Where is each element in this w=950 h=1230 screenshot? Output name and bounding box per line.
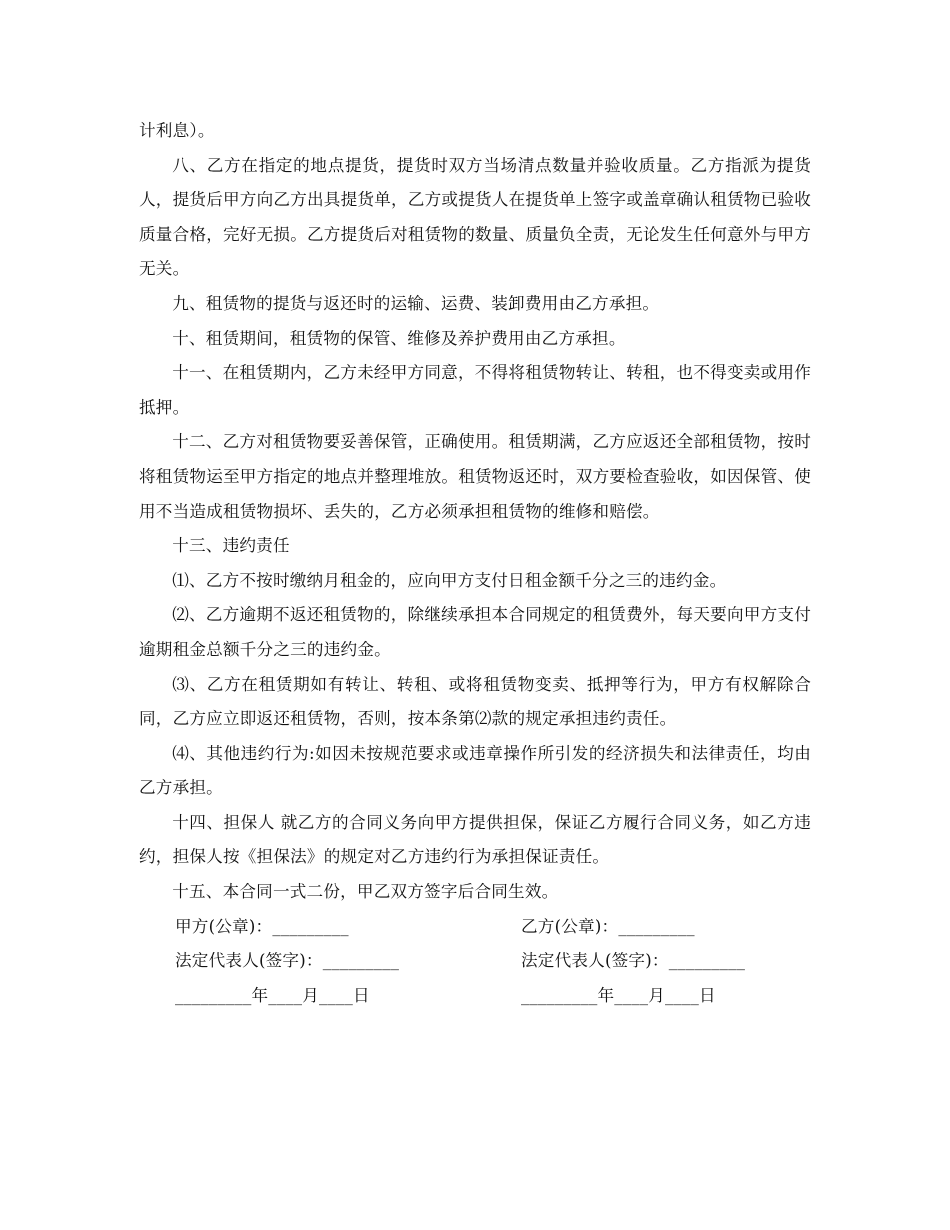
- clause-9-transport: 九、租赁物的提货与返还时的运输、运费、装卸费用由乙方承担。: [172, 293, 660, 313]
- clause-13-item-2: ⑵、乙方逾期不返还租赁物的，除继续承担本合同规定的租赁费外，每天要向甲方支付逾期租金总额千分之三的违约金。: [139, 605, 811, 659]
- document-body: [139, 114, 811, 1013]
- clause-13-item-4: ⑷、其他违约行为:如因未按规范要求或违章操作所引发的经济损失和法律责任，均由乙方承担。: [139, 743, 811, 798]
- clause-15-effective: 十五、本合同一式二份，甲乙双方签字后合同生效。: [172, 882, 559, 902]
- signature-row-date: [139, 979, 811, 1014]
- signature-row-seal: [139, 910, 811, 945]
- party-a-seal-line: 甲方(公章)：_________: [175, 916, 349, 936]
- party-b-date-line: _________年____月____日: [521, 985, 716, 1005]
- signature-row-representative: [139, 944, 811, 979]
- clause-11-no-transfer: 十一、在租赁期内，乙方未经甲方同意，不得将租赁物转让、转租，也不得变卖或用作抵押。: [139, 363, 811, 417]
- clause-13-item-3: ⑶、乙方在租赁期如有转让、转租、或将租赁物变卖、抵押等行为，甲方有权解除合同，乙方应立即返还租赁物，否则，按本条第⑵款的规定承担违约责任。: [139, 674, 811, 729]
- party-a-date-line: _________年____月____日: [175, 985, 370, 1005]
- party-b-representative-line: 法定代表人(签字)：_________: [521, 951, 746, 971]
- clause-13-heading: 十三、违约责任: [172, 536, 290, 556]
- clause-12-return: 十二、乙方对租赁物要妥善保管，正确使用。租赁期满，乙方应返还全部租赁物，按时将租赁物运至甲方指定的地点并整理堆放。租赁物返还时，双方要检查验收，如因保管、使用不当造成租赁物损坏、丢失的，乙方必须承担租赁物的维修和赔偿。: [139, 432, 811, 521]
- clause-10-maintenance: 十、租赁期间，租赁物的保管、维修及养护费用由乙方承担。: [172, 328, 626, 348]
- clause-13-item-1: ⑴、乙方不按时缴纳月租金的，应向甲方支付日租金额千分之三的违约金。: [172, 570, 727, 590]
- clause-8-pickup: 八、乙方在指定的地点提货，提货时双方当场清点数量并验收质量。乙方指派为提货人，提货后甲方向乙方出具提货单，乙方或提货人在提货单上签字或盖章确认租赁物已验收质量合格，完好无损。乙方提货后对租赁物的数量、质量负全责，无论发生任何意外与甲方无关。: [139, 155, 811, 279]
- clause-14-guarantor: 十四、担保人 就乙方的合同义务向甲方提供担保，保证乙方履行合同义务，如乙方违约，担保人按《担保法》的规定对乙方违约行为承担保证责任。: [139, 812, 811, 867]
- paragraph-interest-continued: 计利息）。: [139, 121, 215, 140]
- party-a-representative-line: 法定代表人(签字)：_________: [175, 951, 400, 971]
- party-b-seal-line: 乙方(公章)：_________: [521, 916, 695, 936]
